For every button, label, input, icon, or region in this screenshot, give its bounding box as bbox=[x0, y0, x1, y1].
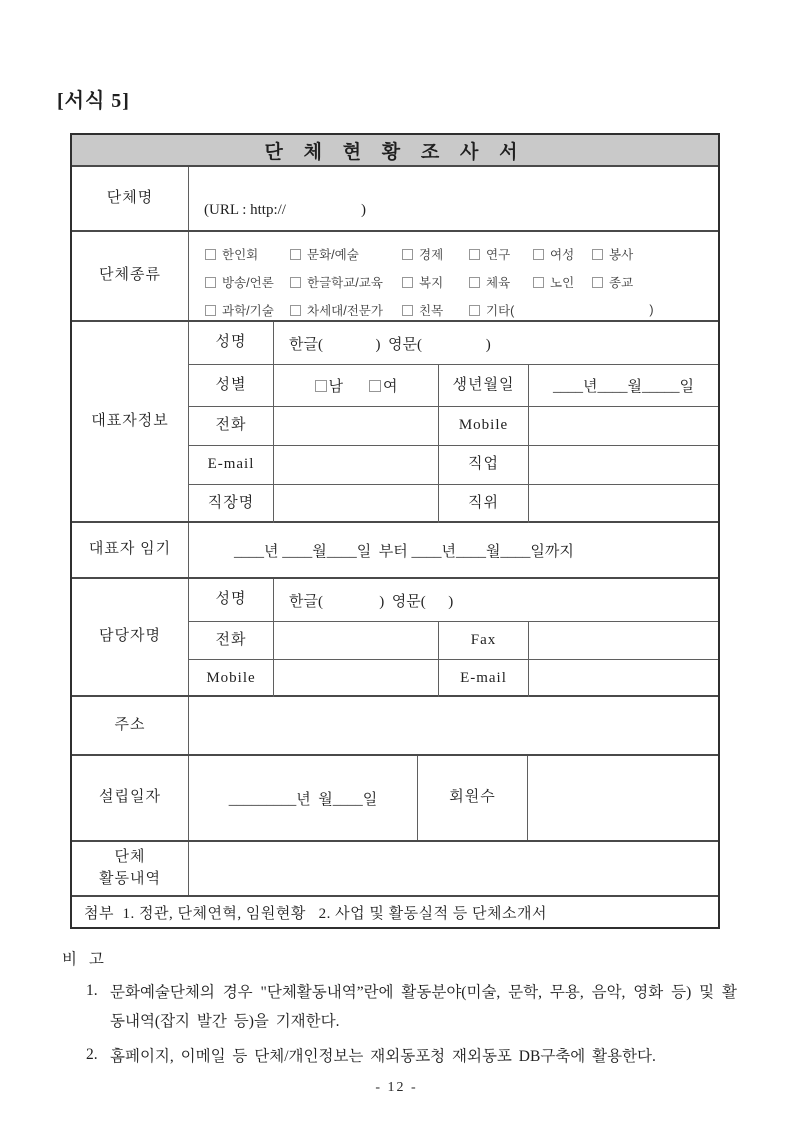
checkbox-icon bbox=[402, 277, 413, 288]
option-label: 체육 bbox=[486, 276, 511, 290]
note-item bbox=[86, 979, 737, 1036]
url-line: (URL : http:// ) bbox=[204, 202, 366, 218]
founded-label: 설립일자 bbox=[99, 789, 161, 806]
org-type-option bbox=[205, 301, 290, 319]
founded-blank: _________년 월____일 bbox=[228, 791, 378, 808]
section-representative-info bbox=[72, 320, 718, 521]
activity-label-text bbox=[99, 847, 161, 891]
option-label: 여 bbox=[383, 379, 398, 395]
rep-phone-row bbox=[189, 406, 718, 445]
rep-phone-field bbox=[273, 407, 438, 445]
rep-info-label: 대표자정보 bbox=[91, 412, 169, 429]
rep-gender-label: 성별 bbox=[215, 376, 247, 393]
manager-name-field bbox=[273, 579, 718, 621]
row-rep-term bbox=[72, 521, 718, 577]
rep-birthdate-field bbox=[528, 365, 718, 406]
activity-label bbox=[72, 842, 188, 895]
manager-mobile-field bbox=[273, 660, 438, 697]
checkbox-icon bbox=[533, 277, 544, 288]
row-org-type bbox=[72, 230, 718, 320]
rep-birthdate-label: 생년월일 bbox=[438, 365, 528, 406]
manager-rows bbox=[188, 579, 718, 695]
note-text: 홈페이지, 이메일 등 단체/개인정보는 재외동포청 재외동포 DB구축에 활용한다. bbox=[110, 1048, 656, 1066]
rep-email-field bbox=[273, 446, 438, 484]
rep-name-blank: 한글( ) 영문( ) bbox=[289, 336, 491, 353]
org-type-label: 단체종류 bbox=[99, 267, 161, 284]
rep-email-row bbox=[189, 445, 718, 484]
rep-email-label: E-mail bbox=[207, 456, 255, 473]
checkbox-icon bbox=[469, 249, 480, 260]
org-type-option bbox=[592, 245, 718, 263]
activity-field bbox=[188, 842, 718, 895]
manager-name-label: 성명 bbox=[215, 591, 247, 608]
option-label: 문화/예술 bbox=[307, 248, 359, 262]
row-address bbox=[72, 695, 718, 754]
org-type-option-etc bbox=[469, 301, 718, 319]
rep-position-field bbox=[528, 485, 718, 523]
option-label: 차세대/전문가 bbox=[307, 304, 383, 318]
checkbox-icon bbox=[402, 249, 413, 260]
row-founded bbox=[72, 754, 718, 840]
rep-workplace-label: 직장명 bbox=[207, 495, 255, 512]
rep-workplace-row bbox=[189, 484, 718, 523]
org-type-option bbox=[290, 245, 402, 263]
checkbox-icon bbox=[290, 305, 301, 316]
rep-mobile-field bbox=[528, 407, 718, 445]
notes-section bbox=[62, 948, 737, 1072]
rep-job-label: 직업 bbox=[438, 446, 528, 484]
option-label: 과학/기술 bbox=[222, 304, 274, 318]
option-label: 친목 bbox=[419, 304, 444, 318]
rep-term-field bbox=[188, 523, 718, 577]
rep-gender-field bbox=[273, 365, 438, 406]
manager-name-row bbox=[189, 579, 718, 621]
option-etc-close-paren: ) bbox=[649, 303, 654, 317]
note-text: 문화예술단체의 경우 "단체활동내역”란에 활동분야(미술, 문학, 무용, 음악, 영화 등) 및 활동내역(잡지 발간 등)을 기재한다. bbox=[110, 984, 737, 1030]
org-name-label: 단체명 bbox=[106, 189, 154, 206]
checkbox-icon bbox=[592, 249, 603, 260]
option-label: 종교 bbox=[609, 276, 634, 290]
row-org-name bbox=[72, 165, 718, 230]
notes-heading: 비 고 bbox=[62, 951, 108, 968]
checkbox-icon bbox=[533, 249, 544, 260]
note-item bbox=[86, 1043, 737, 1072]
rep-name-field bbox=[273, 322, 718, 364]
checkbox-icon bbox=[315, 380, 327, 392]
rep-birthdate-blank: ____년____월_____일 bbox=[553, 379, 694, 395]
attachment-text: 첨부 1. 정관, 단체연혁, 임원현황 2. 사업 및 활동실적 등 단체소개서 bbox=[84, 905, 548, 922]
rep-workplace-field bbox=[273, 485, 438, 523]
checkbox-icon bbox=[469, 305, 480, 316]
org-type-option bbox=[402, 245, 469, 263]
option-label: 노인 bbox=[550, 276, 575, 290]
org-name-field bbox=[188, 167, 718, 230]
org-type-option bbox=[402, 273, 469, 291]
form-code: [서식 5] bbox=[57, 90, 130, 112]
manager-phone-field bbox=[273, 622, 438, 659]
option-label: 한인회 bbox=[222, 248, 259, 262]
org-type-option bbox=[205, 245, 290, 263]
rep-name-row bbox=[189, 322, 718, 364]
org-type-options bbox=[188, 232, 718, 320]
rep-term-blank: ____년 ____월____일 부터 ____년____월____일까지 bbox=[234, 543, 574, 560]
org-type-option bbox=[290, 273, 402, 291]
manager-phone-row bbox=[189, 621, 718, 659]
rep-gender-row bbox=[189, 364, 718, 406]
rep-phone-label: 전화 bbox=[215, 417, 247, 434]
checkbox-icon bbox=[205, 277, 216, 288]
option-label: 기타( bbox=[486, 304, 515, 318]
org-type-option bbox=[469, 273, 533, 291]
org-type-option bbox=[533, 245, 592, 263]
checkbox-icon bbox=[369, 380, 381, 392]
checkbox-icon bbox=[290, 277, 301, 288]
page-number: - 12 - bbox=[375, 1080, 418, 1095]
option-label: 봉사 bbox=[609, 248, 634, 262]
manager-fax-label: Fax bbox=[438, 622, 528, 659]
manager-phone-label: 전화 bbox=[215, 631, 247, 648]
manager-email-field bbox=[528, 660, 718, 697]
checkbox-icon bbox=[205, 249, 216, 260]
note-number: 1. bbox=[86, 982, 98, 1000]
form-title: 단 체 현 황 조 사 서 bbox=[72, 135, 718, 165]
activity-label-line1: 단체 bbox=[114, 848, 146, 865]
rep-info-rows bbox=[188, 322, 718, 521]
manager-label: 담당자명 bbox=[99, 628, 161, 645]
option-label: 여성 bbox=[550, 248, 575, 262]
gender-option-male bbox=[315, 375, 344, 396]
founded-field bbox=[188, 756, 417, 840]
members-label: 회원수 bbox=[417, 756, 527, 840]
survey-form-table bbox=[70, 133, 720, 929]
option-label: 방송/언론 bbox=[222, 276, 274, 290]
manager-mobile-label: Mobile bbox=[206, 669, 256, 686]
org-type-option bbox=[402, 301, 469, 319]
rep-position-label: 직위 bbox=[438, 485, 528, 523]
members-field bbox=[527, 756, 718, 840]
section-manager-info bbox=[72, 577, 718, 695]
manager-fax-field bbox=[528, 622, 718, 659]
manager-mobile-row bbox=[189, 659, 718, 697]
option-label: 복지 bbox=[419, 276, 444, 290]
org-type-option bbox=[290, 301, 402, 319]
org-type-option bbox=[469, 245, 533, 263]
gender-option-female bbox=[369, 375, 398, 396]
org-type-option bbox=[205, 273, 290, 291]
address-label: 주소 bbox=[114, 716, 146, 733]
option-label: 경제 bbox=[419, 248, 444, 262]
rep-term-label: 대표자 임기 bbox=[88, 541, 172, 558]
org-type-option bbox=[533, 273, 592, 291]
manager-name-blank: 한글( ) 영문( ) bbox=[289, 593, 454, 610]
row-attachment bbox=[72, 895, 718, 927]
checkbox-icon bbox=[402, 305, 413, 316]
org-type-option bbox=[592, 273, 718, 291]
option-label: 남 bbox=[328, 379, 343, 395]
option-label: 한글학교/교육 bbox=[307, 276, 383, 290]
rep-name-label: 성명 bbox=[215, 334, 247, 351]
checkbox-icon bbox=[469, 277, 480, 288]
manager-email-label: E-mail bbox=[438, 660, 528, 697]
checkbox-icon bbox=[205, 305, 216, 316]
address-field bbox=[188, 697, 718, 754]
note-number: 2. bbox=[86, 1046, 98, 1064]
rep-job-field bbox=[528, 446, 718, 484]
activity-label-line2: 활동내역 bbox=[99, 870, 161, 887]
rep-mobile-label: Mobile bbox=[438, 407, 528, 445]
option-label: 연구 bbox=[486, 248, 511, 262]
row-activity bbox=[72, 840, 718, 895]
checkbox-icon bbox=[290, 249, 301, 260]
checkbox-icon bbox=[592, 277, 603, 288]
